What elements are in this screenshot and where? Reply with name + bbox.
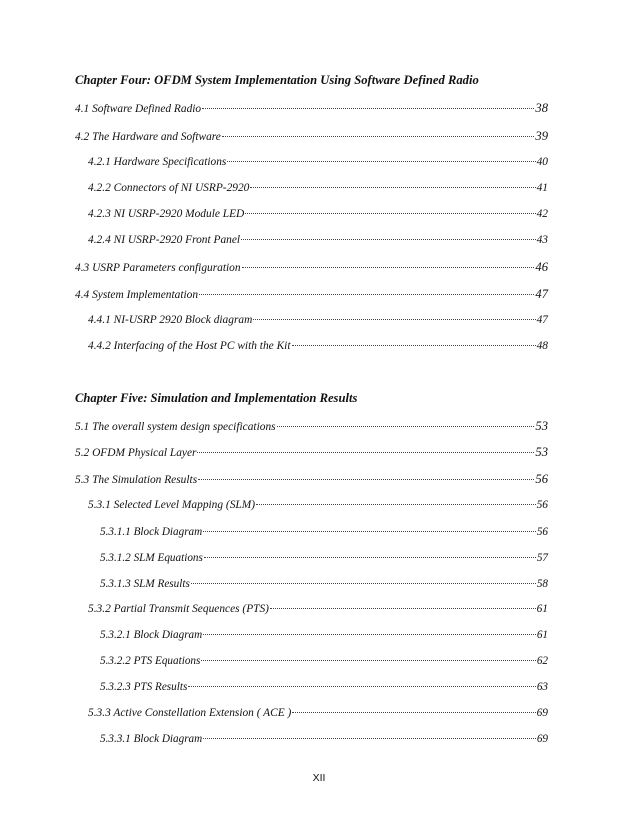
toc-entry[interactable]: [0, 655, 548, 667]
dot-leader: [203, 531, 536, 532]
toc-entry[interactable]: [0, 603, 548, 615]
dot-leader: [191, 583, 536, 584]
toc-page-number: 47: [536, 314, 548, 326]
toc-entry-title: 4.4 System Implementation: [75, 289, 199, 301]
dot-leader: [188, 686, 535, 687]
toc-page-number: 62: [536, 655, 548, 667]
dot-leader: [242, 267, 535, 268]
toc-page-number: 57: [536, 552, 548, 564]
toc-entry[interactable]: [0, 340, 548, 352]
toc-page-number: 53: [535, 419, 548, 433]
dot-leader: [241, 239, 536, 240]
toc-entry-title: 5.3.1.1 Block Diagram: [100, 526, 203, 538]
dot-leader: [253, 319, 535, 320]
toc-entry[interactable]: [0, 156, 548, 168]
toc-page-number: 38: [535, 101, 548, 115]
dot-leader: [277, 426, 535, 427]
dot-leader: [292, 712, 535, 713]
toc-entry-title: 4.2.4 NI USRP-2920 Front Panel: [88, 234, 241, 246]
toc-entry[interactable]: [0, 681, 548, 693]
dot-leader: [201, 660, 535, 661]
toc-entry-title: 5.1 The overall system design specifications: [75, 421, 276, 433]
dot-leader: [227, 161, 535, 162]
toc-page-number: 39: [535, 129, 548, 143]
toc-entry[interactable]: [0, 260, 548, 275]
toc-page-number: 69: [536, 707, 548, 719]
toc-entry-title: 5.3.2 Partial Transmit Sequences (PTS): [88, 603, 269, 615]
toc-entry-title: 4.2.3 NI USRP-2920 Module LED: [88, 208, 245, 220]
toc-entry[interactable]: [0, 129, 548, 144]
toc-page-number: 58: [536, 578, 548, 590]
toc-entry[interactable]: [0, 733, 548, 745]
toc-page-number: 43: [536, 234, 548, 246]
toc-page-number: 61: [536, 603, 548, 615]
toc-entry[interactable]: [0, 208, 548, 220]
page-number-footer: XII: [312, 772, 326, 784]
toc-entry[interactable]: [0, 578, 548, 590]
toc-entry-title: 4.2.2 Connectors of NI USRP-2920: [88, 182, 250, 194]
toc-page-number: 48: [536, 340, 548, 352]
toc-page-number: 56: [536, 499, 548, 511]
toc-entry[interactable]: [0, 419, 548, 434]
toc-page-number: 47: [535, 287, 548, 301]
toc-entry-title: 5.3.3 Active Constellation Extension ( ACE ): [88, 707, 292, 719]
toc-page-number: 42: [536, 208, 548, 220]
toc-page-number: 69: [536, 733, 548, 745]
toc-entry-title: 5.3.2.2 PTS Equations: [100, 655, 201, 667]
dot-leader: [204, 557, 536, 558]
toc-page-number: 56: [535, 472, 548, 486]
toc-entry-title: 4.4.2 Interfacing of the Host PC with the Kit: [88, 340, 291, 352]
toc-entry[interactable]: [0, 101, 548, 116]
toc-entry-title: 5.3.1.3 SLM Results: [100, 578, 190, 590]
toc-entry-title: 5.3.2.3 PTS Results: [100, 681, 188, 693]
toc-page-number: 41: [536, 182, 548, 194]
dot-leader: [222, 136, 535, 137]
dot-leader: [270, 608, 536, 609]
toc-entry-title: 4.3 USRP Parameters configuration: [75, 262, 241, 274]
dot-leader: [292, 345, 536, 346]
toc-page-number: 53: [535, 445, 548, 459]
toc-entry[interactable]: [0, 707, 548, 719]
toc-entry[interactable]: [0, 182, 548, 194]
toc-page-number: 56: [536, 526, 548, 538]
dot-leader: [202, 108, 534, 109]
toc-page-number: 40: [536, 156, 548, 168]
toc-entry-title: 5.3.1 Selected Level Mapping (SLM): [88, 499, 256, 511]
toc-entry-title: 5.3.2.1 Block Diagram: [100, 629, 203, 641]
chapter-four-heading: Chapter Four: OFDM System Implementation Using Software Defined Radio: [75, 73, 479, 87]
dot-leader: [197, 452, 534, 453]
toc-entry-title: 5.3 The Simulation Results: [75, 474, 198, 486]
toc-page-number: 46: [535, 260, 548, 274]
toc-entry[interactable]: [0, 526, 548, 538]
dot-leader: [198, 479, 534, 480]
toc-entry[interactable]: [0, 234, 548, 246]
dot-leader: [203, 738, 536, 739]
toc-entry-title: 4.2.1 Hardware Specifications: [88, 156, 227, 168]
dot-leader: [245, 213, 535, 214]
toc-page-number: 61: [536, 629, 548, 641]
toc-entry-title: 4.4.1 NI-USRP 2920 Block diagram: [88, 314, 253, 326]
toc-entry-title: 4.1 Software Defined Radio: [75, 103, 202, 115]
toc-entry[interactable]: [0, 287, 548, 302]
toc-entry-title: 5.3.3.1 Block Diagram: [100, 733, 203, 745]
dot-leader: [250, 187, 535, 188]
toc-entry-title: 4.2 The Hardware and Software: [75, 131, 221, 143]
toc-entry[interactable]: [0, 629, 548, 641]
toc-entry[interactable]: [0, 499, 548, 511]
toc-page-number: 63: [536, 681, 548, 693]
toc-entry[interactable]: [0, 314, 548, 326]
dot-leader: [199, 294, 534, 295]
toc-entry[interactable]: [0, 552, 548, 564]
toc-entry[interactable]: [0, 472, 548, 487]
toc-entry[interactable]: [0, 445, 548, 460]
dot-leader: [256, 504, 536, 505]
toc-entry-title: 5.2 OFDM Physical Layer: [75, 447, 197, 459]
toc-entry-title: 5.3.1.2 SLM Equations: [100, 552, 203, 564]
chapter-five-heading: Chapter Five: Simulation and Implementation Results: [75, 391, 358, 405]
dot-leader: [203, 634, 536, 635]
